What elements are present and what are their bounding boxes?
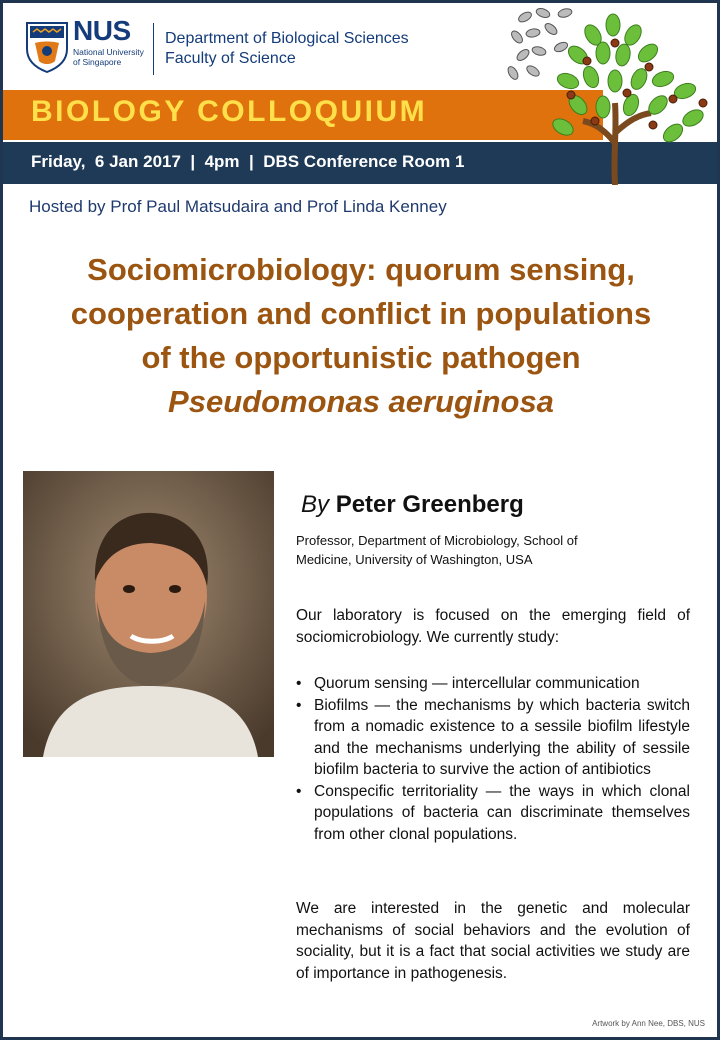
speaker-photo — [23, 471, 274, 757]
speaker-name: Peter Greenberg — [335, 491, 524, 518]
bullet-icon: • — [296, 696, 302, 714]
list-item — [296, 781, 690, 846]
speaker-byline — [301, 491, 524, 519]
bullet-icon: • — [296, 782, 302, 800]
bacteria-cluster-decoration — [506, 7, 573, 81]
list-item-text: Conspecific territoriality — the ways in which clonal populations of bacteria can discriminate themselves from other clonal populations. — [314, 782, 690, 843]
department-block — [165, 29, 409, 69]
list-item — [296, 673, 690, 695]
faculty-name: Faculty of Science — [165, 50, 296, 67]
talk-title-line: of the opportunistic pathogen — [141, 340, 581, 375]
abstract-closing: We are interested in the genetic and molecular mechanisms of social behaviors and the evolution of sociality, but it is a fact that social activities we study are of importance in pathogenesis. — [296, 900, 690, 982]
hosts-line: Hosted by Prof Paul Matsudaira and Prof Linda Kenney — [29, 197, 447, 216]
list-item-text: Quorum sensing — intercellular communication — [314, 675, 640, 692]
speaker-affiliation: Professor, Department of Microbiology, School of Medicine, University of Washington, USA — [296, 533, 578, 567]
bullet-icon: • — [296, 675, 302, 692]
talk-title-line: Sociomicrobiology: quorum sensing, — [87, 252, 635, 287]
artwork-credit: Artwork by Ann Nee, DBS, NUS — [592, 1019, 705, 1028]
research-topics-list — [296, 673, 690, 845]
talk-title — [11, 248, 711, 424]
department-name: Department of Biological Sciences — [165, 30, 409, 47]
header-divider — [153, 23, 154, 75]
event-details: Friday, 6 Jan 2017 | 4pm | DBS Conference Room 1 — [31, 152, 465, 171]
list-item-text: Biofilms — the mechanisms by which bacteria switch from a nomadic existence to a sessile biofilm lifestyle and the mechanisms underlying the ability of sessile biofilm bacteria to survive the action of antibiotics — [314, 696, 690, 778]
nus-wordmark: NUS — [73, 15, 131, 46]
by-label: By — [301, 491, 330, 518]
colloquium-title: BIOLOGY COLLOQUIUM — [31, 95, 428, 128]
nus-crest-logo — [25, 21, 69, 73]
nus-full-name: National University of Singapore — [73, 47, 144, 67]
list-item — [296, 695, 690, 781]
abstract-intro: Our laboratory is focused on the emerging field of sociomicrobiology. We currently study: — [296, 607, 690, 646]
talk-title-species: Pseudomonas aeruginosa — [168, 384, 554, 419]
tree-artwork — [503, 3, 717, 185]
talk-title-line: cooperation and conflict in populations — [70, 296, 652, 331]
